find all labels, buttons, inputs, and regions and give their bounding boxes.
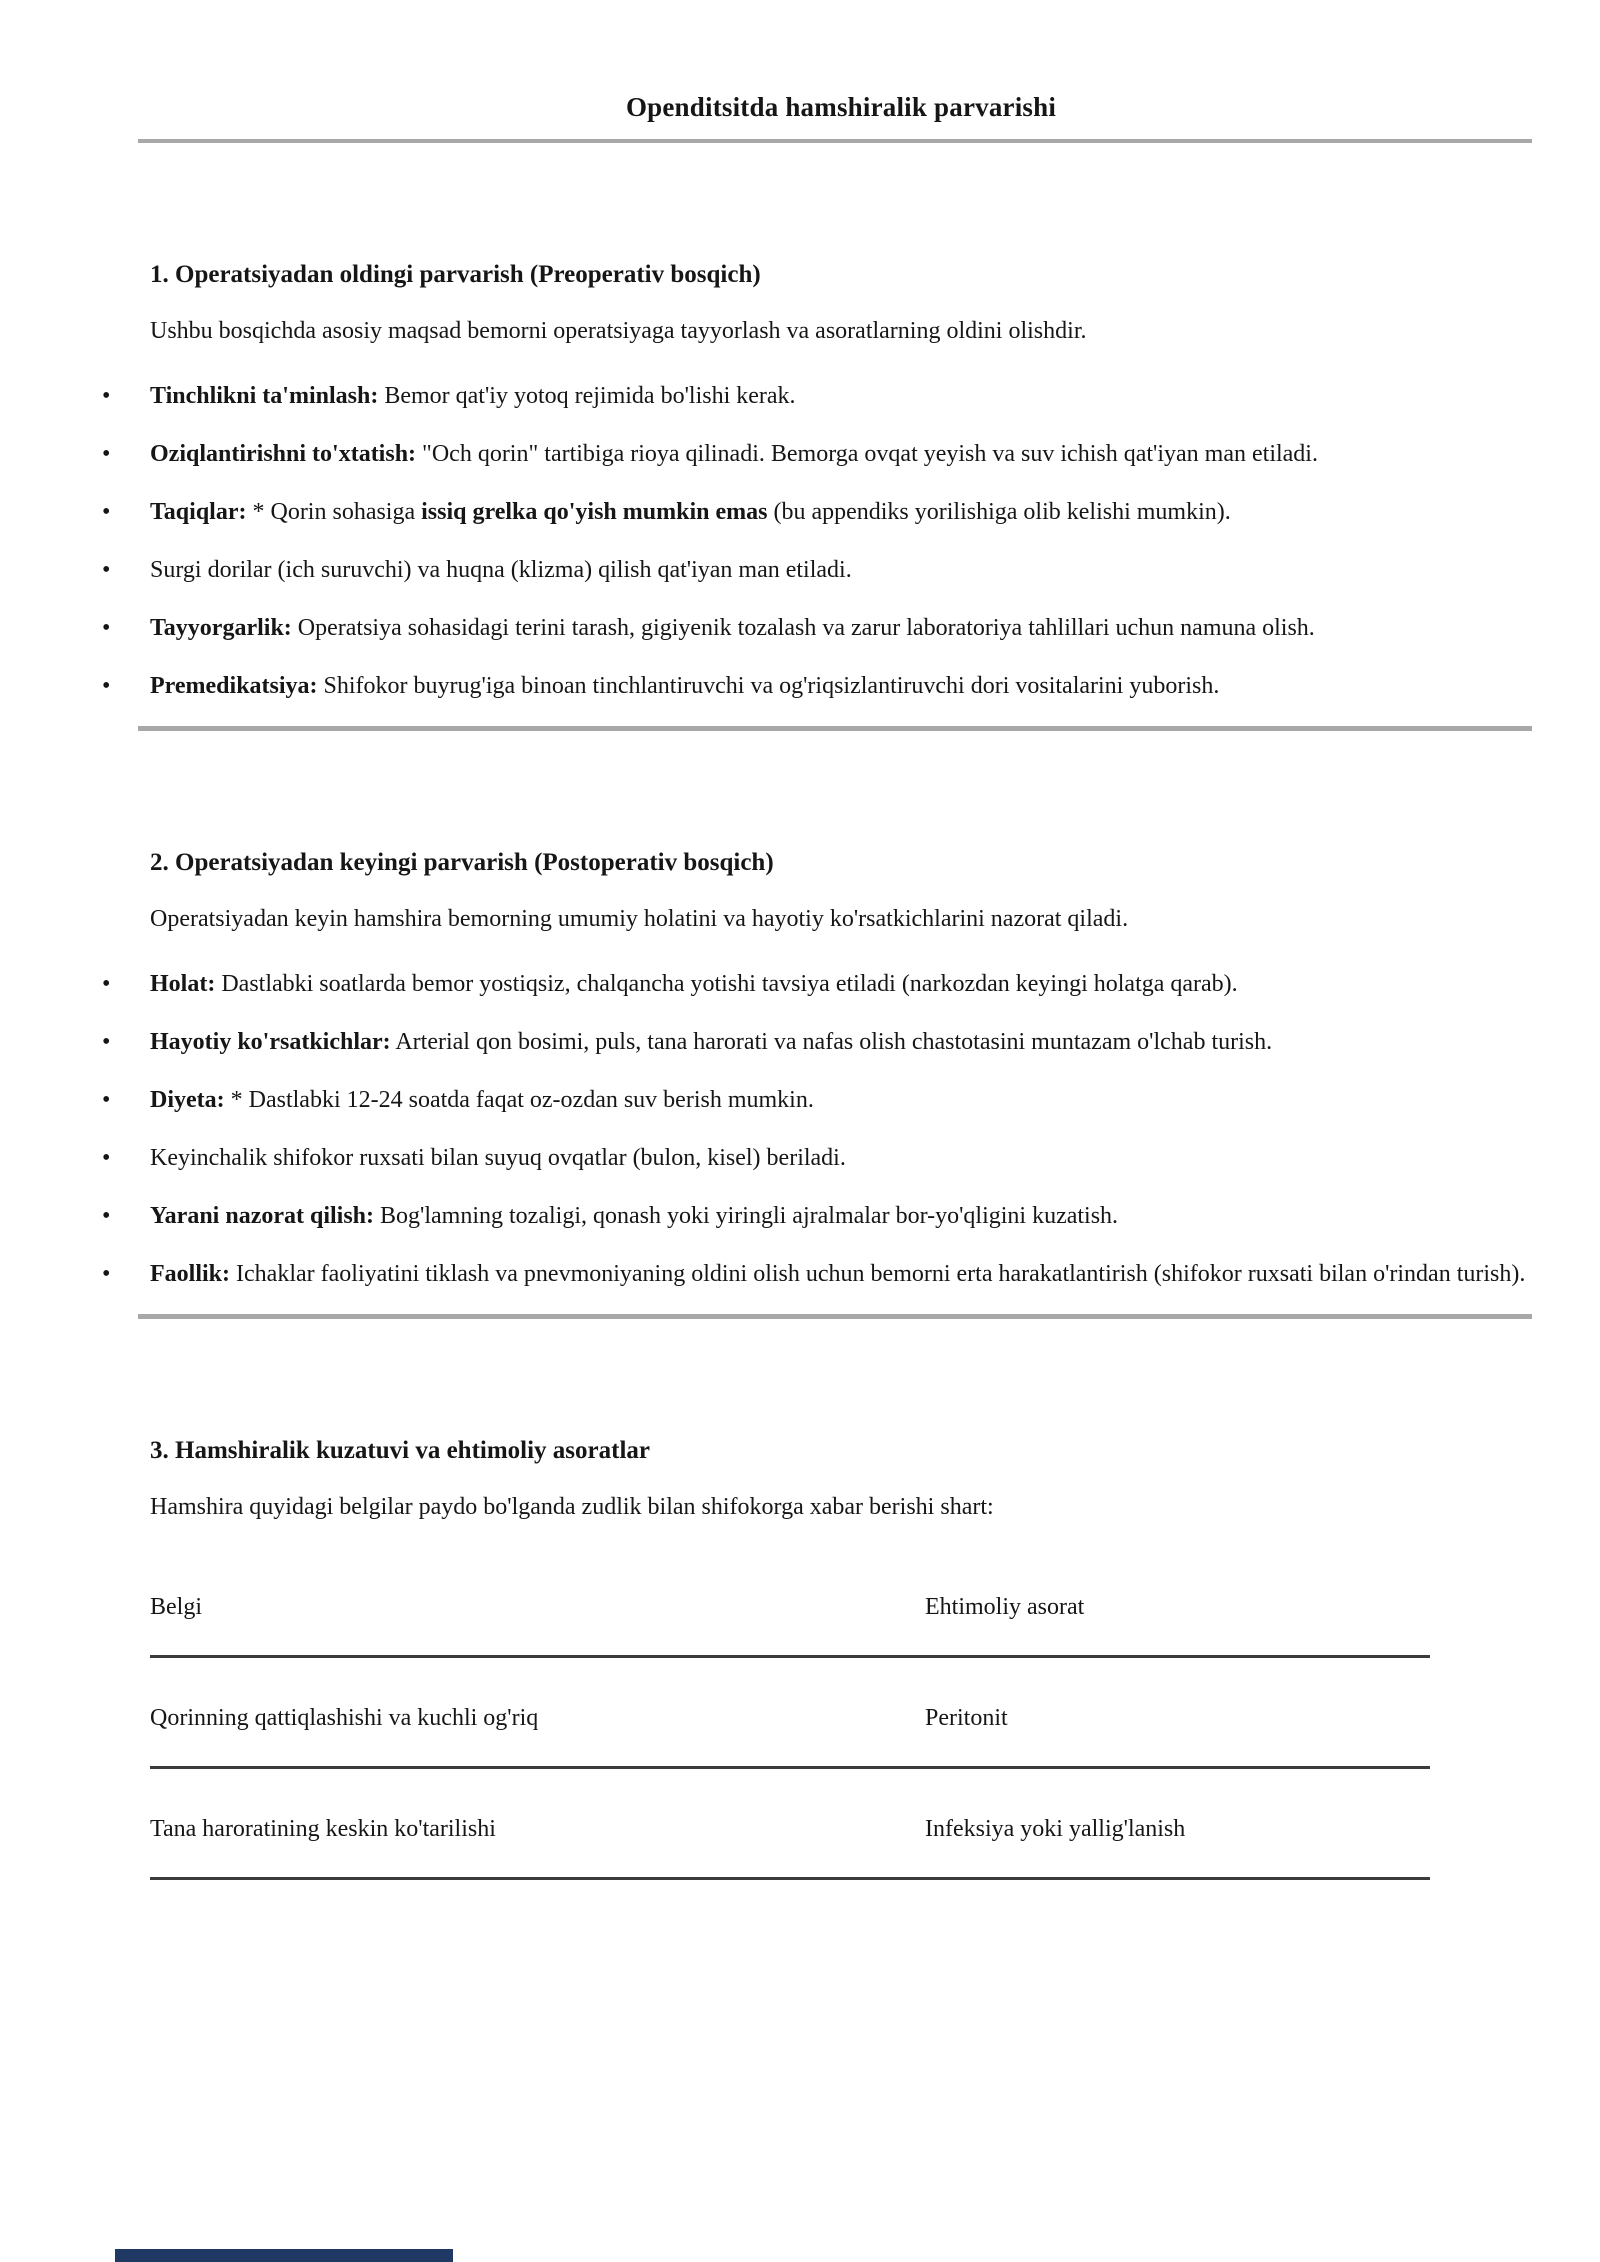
page-title: Openditsitda hamshiralik parvarishi xyxy=(625,92,1057,122)
bullet-marker: • xyxy=(102,615,111,641)
section-heading: 3. Hamshiralik kuzatuvi va ehtimoliy asoratlar xyxy=(150,1437,650,1464)
text-run: Shifokor buyrug'iga binoan tinchlantiruvchi va og'riqsizlantiruvchi dori vositalarini yuborish. xyxy=(317,673,1220,699)
complications-table xyxy=(150,1568,1430,1880)
list-item-text xyxy=(150,971,1238,997)
text-run: * Qorin sohasiga xyxy=(246,499,422,525)
table-header-complication: Ehtimoliy asorat xyxy=(925,1594,1085,1620)
table-cell-sign: Tana haroratining keskin ko'tarilishi xyxy=(150,1816,496,1842)
document-page xyxy=(102,0,1532,1880)
list-item-text xyxy=(150,615,1315,641)
bullet-marker: • xyxy=(102,1261,111,1287)
bold-text-run: Hayotiy ko'rsatkichlar: xyxy=(150,1029,391,1055)
section-intro: Hamshira quyidagi belgilar paydo bo'lganda zudlik bilan shifokorga xabar berishi shart: xyxy=(150,1494,994,1520)
section-divider xyxy=(138,1314,1532,1319)
list-item xyxy=(102,1140,1532,1177)
bullet-marker: • xyxy=(102,1029,111,1055)
text-run: Surgi dorilar (ich suruvchi) va huqna (klizma) qilish qat'iyan man etiladi. xyxy=(150,557,852,583)
clipped-blue-bar xyxy=(115,2249,453,2262)
bold-text-run: Yarani nazorat qilish: xyxy=(150,1203,375,1229)
section-heading: 2. Operatsiyadan keyingi parvarish (Postoperativ bosqich) xyxy=(150,849,774,876)
list-item xyxy=(102,610,1532,647)
list-item-text xyxy=(150,383,796,409)
text-run: Dastlabki soatlarda bemor yostiqsiz, chalqancha yotishi tavsiya etiladi (narkozdan keyingi holatga qarab). xyxy=(215,971,1238,997)
bullet-list xyxy=(102,966,1532,1293)
section xyxy=(102,849,1532,1319)
table-header-sign: Belgi xyxy=(150,1594,202,1620)
section-intro: Operatsiyadan keyin hamshira bemorning umumiy holatini va hayotiy ko'rsatkichlarini nazorat qiladi. xyxy=(150,906,1129,932)
section xyxy=(150,1437,1532,1880)
list-item-text xyxy=(150,1145,846,1171)
text-run: Keyinchalik shifokor ruxsati bilan suyuq ovqatlar (bulon, kisel) beriladi. xyxy=(150,1145,846,1171)
text-run: Bog'lamning tozaligi, qonash yoki yiringli ajralmalar bor-yo'qligini kuzatish. xyxy=(374,1203,1119,1229)
bullet-marker: • xyxy=(102,673,111,699)
list-item-text xyxy=(150,1087,814,1113)
bullet-marker: • xyxy=(102,441,111,467)
document-body xyxy=(102,261,1532,1880)
table-cell-complication: Infeksiya yoki yallig'lanish xyxy=(925,1816,1186,1842)
bold-text-run: Holat: xyxy=(150,971,216,997)
bold-text-run: Faollik: xyxy=(150,1261,231,1287)
list-item-text xyxy=(150,1203,1118,1229)
list-item xyxy=(102,668,1532,705)
list-item xyxy=(102,378,1532,415)
section xyxy=(102,261,1532,731)
bullet-marker: • xyxy=(102,557,111,583)
bullet-list xyxy=(102,378,1532,705)
list-item xyxy=(102,494,1532,531)
text-run: Bemor qat'iy yotoq rejimida bo'lishi kerak. xyxy=(378,383,796,409)
list-item xyxy=(102,1024,1532,1061)
list-item-text xyxy=(150,1261,1525,1287)
bold-text-run: Taqiqlar: xyxy=(150,499,247,525)
list-item xyxy=(102,1256,1532,1293)
list-item-text xyxy=(150,557,852,583)
bold-text-run: Diyeta: xyxy=(150,1087,225,1113)
text-run: Ichaklar faoliyatini tiklash va pnevmoniyaning oldini olish uchun bemorni erta harakatlantirish (shifokor ruxsati bilan o'rindan turish). xyxy=(230,1261,1526,1287)
text-run: (bu appendiks yorilishiga olib kelishi mumkin). xyxy=(767,499,1231,525)
section-intro: Ushbu bosqichda asosiy maqsad bemorni operatsiyaga tayyorlash va asoratlarning oldini olishdir. xyxy=(150,318,1087,344)
list-item-text xyxy=(150,441,1318,467)
text-run: * Dastlabki 12-24 soatda faqat oz-ozdan suv berish mumkin. xyxy=(224,1087,814,1113)
list-item xyxy=(102,436,1532,473)
table-row xyxy=(150,1658,1430,1769)
bullet-marker: • xyxy=(102,383,111,409)
table-row xyxy=(150,1769,1430,1880)
bullet-marker: • xyxy=(102,499,111,525)
text-run: "Och qorin" tartibiga rioya qilinadi. Bemorga ovqat yeyish va suv ichish qat'iyan man etiladi. xyxy=(416,441,1318,467)
bullet-marker: • xyxy=(102,1203,111,1229)
list-item xyxy=(102,966,1532,1003)
bullet-marker: • xyxy=(102,971,111,997)
bullet-marker: • xyxy=(102,1087,111,1113)
list-item-text xyxy=(150,499,1231,525)
title-divider xyxy=(138,139,1532,143)
section-heading: 1. Operatsiyadan oldingi parvarish (Preoperativ bosqich) xyxy=(150,261,761,288)
bold-text-run: Tinchlikni ta'minlash: xyxy=(150,383,379,409)
table-cell-complication: Peritonit xyxy=(925,1705,1008,1731)
list-item xyxy=(102,1082,1532,1119)
bullet-marker: • xyxy=(102,1145,111,1171)
bold-text-run: Tayyorgarlik: xyxy=(150,615,292,641)
bold-text-run: Premedikatsiya: xyxy=(150,673,318,699)
bold-text-run: Oziqlantirishni to'xtatish: xyxy=(150,441,417,467)
list-item-text xyxy=(150,1029,1272,1055)
list-item xyxy=(102,1198,1532,1235)
section-divider xyxy=(138,726,1532,731)
table-header-row xyxy=(150,1568,1430,1658)
table-cell-sign: Qorinning qattiqlashishi va kuchli og'riq xyxy=(150,1705,539,1731)
list-item-text xyxy=(150,673,1219,699)
bold-text-run: issiq grelka qo'yish mumkin emas xyxy=(421,499,768,525)
text-run: Arterial qon bosimi, puls, tana harorati va nafas olish chastotasini muntazam o'lchab turish. xyxy=(390,1029,1273,1055)
list-item xyxy=(102,552,1532,589)
text-run: Operatsiya sohasidagi terini tarash, gigiyenik tozalash va zarur laboratoriya tahlillari uchun namuna olish. xyxy=(291,615,1315,641)
